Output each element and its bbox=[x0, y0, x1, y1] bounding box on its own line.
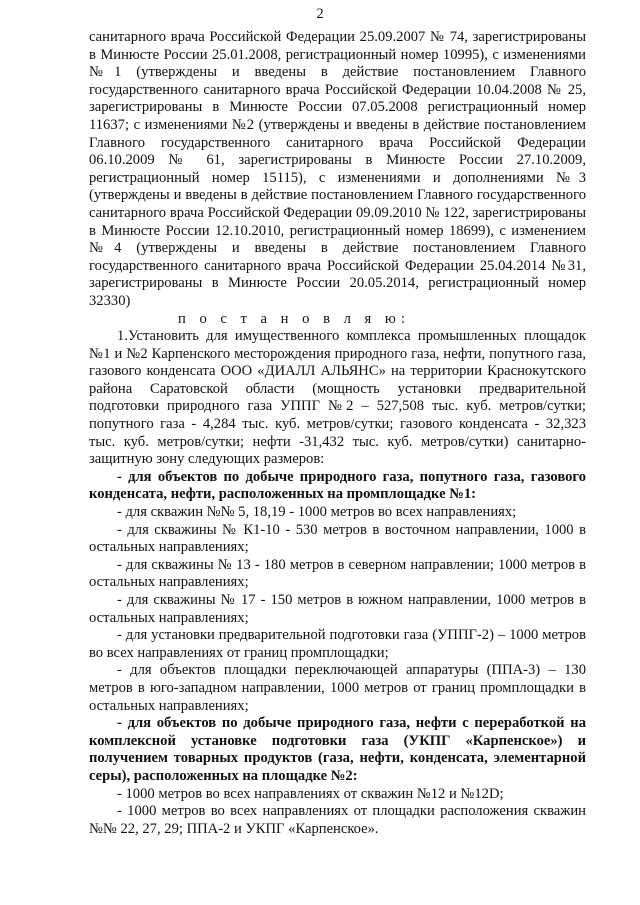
paragraph-item-1: 1.Установить для имущественного комплекса промышленных площадок №1 и №2 Карпенского месторождения природного газа, нефти, попутного газа, газового конденсата ООО «ДИАЛЛ АЛЬЯНС» на территории Краснокутского района Саратовской области (мощность установки предварительной подготовки природного газа УППГ №2 – 527,508 тыс. куб. метров/сутки; попутного газа - 4,284 тыс. куб. метров/сутки; газового конденсата - 32,323 тыс. куб. метров/сутки; нефти -31,432 тыс. куб. метров/сутки) санитарно-защитную зону следующих размеров: bbox=[89, 328, 586, 468]
paragraph-resolve: п о с т а н о в л я ю: bbox=[178, 310, 410, 327]
paragraph-ppa-3: - для объектов площадки переключающей аппаратуры (ППА-3) – 130 метров в юго-западном направлении, 1000 метров от границ промплощадки в остальных направлениях; bbox=[89, 662, 586, 714]
paragraph-well-k1-10: - для скважины № К1-10 - 530 метров в восточном направлении, 1000 в остальных направлениях; bbox=[89, 521, 586, 556]
document-body bbox=[89, 29, 586, 838]
paragraph-well-17: - для скважины № 17 - 150 метров в южном направлении, 1000 метров в остальных направлениях; bbox=[89, 592, 586, 626]
paragraph-site-1-heading: - для объектов по добыче природного газа, попутного газа, газового конденсата, нефти, расположенных на промплощадке №1: bbox=[89, 468, 586, 503]
page-number: 2 bbox=[316, 6, 324, 22]
paragraph-preamble: санитарного врача Российской Федерации 25.09.2007 № 74, зарегистрированы в Минюсте России 25.01.2008, регистрационный номер 10995), с изменениями №1 (утверждены и введены в действие постановлением Главного государственного санитарного врача Российской Федерации 10.04.2008 № 25, зарегистрированы в Минюсте России 07.05.2008 регистрационный номер 11637; с изменениями №2 (утверждены и введены в действие постановлением Главного государственного санитарного врача Российской Федерации 06.10.2009 № 61, зарегистрированы в Минюсте России 27.10.2009, регистрационный номер 15115), с изменениями и дополнениями №3 (утверждены и введены в действие постановлением Главного государственного санитарного врача Российской Федерации 09.09.2010 № 122, зарегистрированы в Минюсте России 12.10.2010, регистрационный номер 18699), с изменением №4 (утверждены и введены в действие постановлением Главного государственного санитарного врача Российской Федерации 25.04.2014 №31, зарегистрированы в Минюсте России 20.05.2014, регистрационный номер 32330) bbox=[89, 29, 586, 309]
paragraph-wells-12-12d: - 1000 метров во всех направлениях от скважин №12 и №12D; bbox=[117, 785, 504, 802]
paragraph-well-13: - для скважины № 13 - 180 метров в северном направлении; 1000 метров в остальных направлениях; bbox=[89, 556, 586, 591]
paragraph-wells-5-18-19: - для скважин №№ 5, 18,19 - 1000 метров во всех направлениях; bbox=[117, 504, 517, 521]
paragraph-site-2-heading: - для объектов по добыче природного газа, нефти с переработкой на комплексной установке подготовки газа (УКПГ «Карпенское») и получением товарных продуктов (газа, нефти, конденсата, элементарной серы), расположенных на площадке №2: bbox=[89, 715, 586, 784]
paragraph-wells-22-27-29: - 1000 метров во всех направлениях от площадки расположения скважин №№ 22, 27, 29; ППА-2 и УКПГ «Карпенское». bbox=[89, 803, 586, 837]
paragraph-uppg-2: - для установки предварительной подготовки газа (УППГ-2) – 1000 метров во всех направлениях от границ промплощадки; bbox=[89, 627, 586, 661]
